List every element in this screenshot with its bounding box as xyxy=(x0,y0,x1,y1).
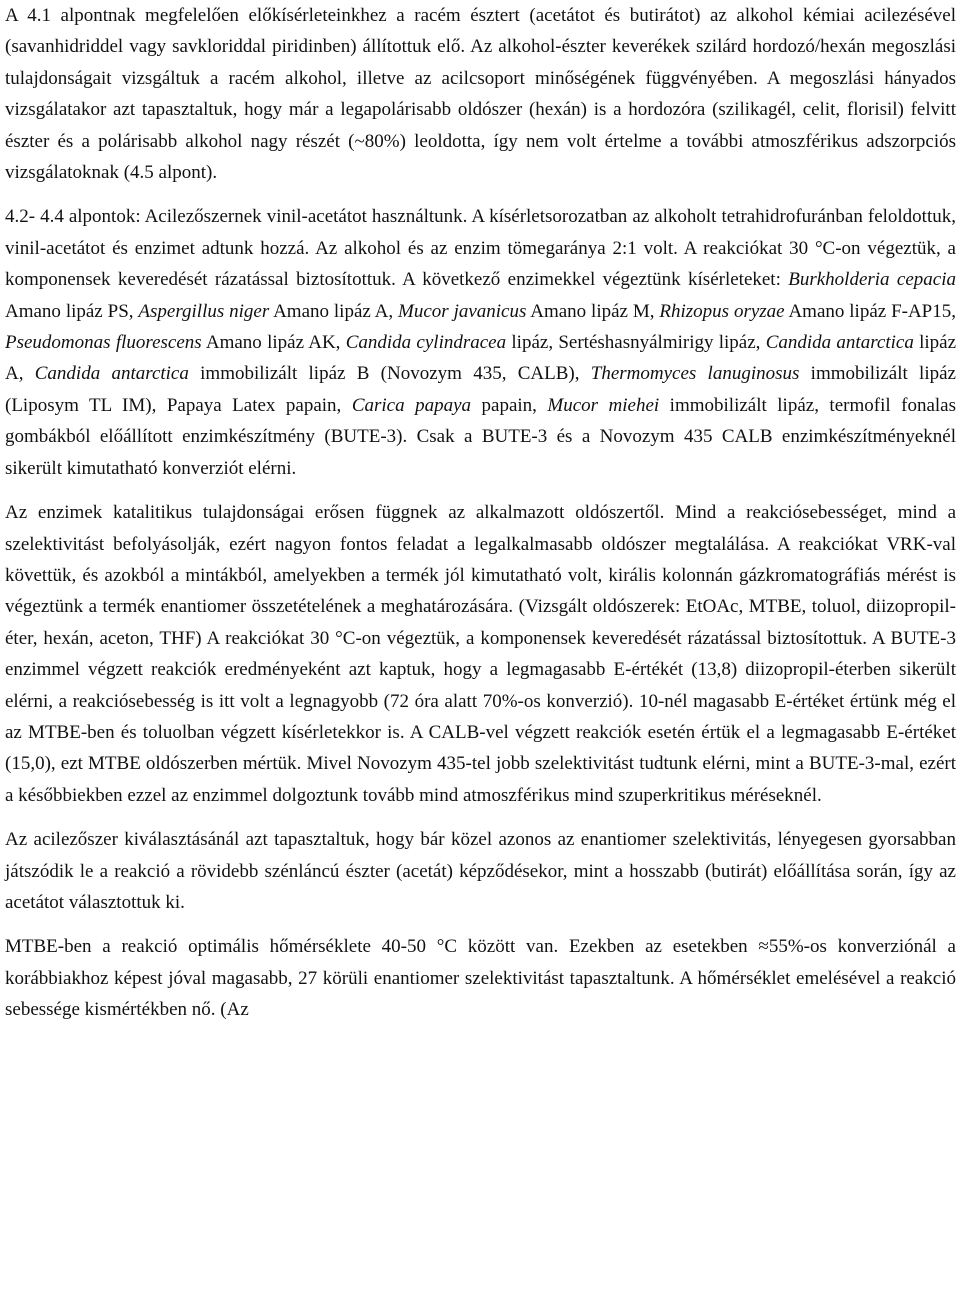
species-name: Pseudomonas fluorescens xyxy=(5,332,202,354)
species-name: Carica papaya xyxy=(351,394,472,416)
paragraph-temperature xyxy=(5,931,956,1025)
text-segment: immobilizált lipáz (Liposym TL IM), Papaya Latex papain, xyxy=(5,363,956,416)
text-segment: immobilizált lipáz, termofil fonalas gombákból előállított enzimkészítmény (BUTE-3). Csak a BUTE-3 és a Novozym 435 CALB enzimkészítményeknél sikerült kimutatható konverziót elérni. xyxy=(5,394,956,479)
species-name: Thermomyces lanuginosus xyxy=(590,363,800,385)
species-name: Burkholderia cepacia xyxy=(788,269,956,291)
text-segment: 4.2- 4.4 alpontok: Acilezőszernek vinil-acetátot használtunk. A kísérletsorozatban az alkoholt tetrahidrofuránban feloldottuk, vinil-acetátot és enzimet adtunk hozzá. Az alkohol és az enzim tömegaránya 2:1 volt. A reakciókat 30 °C-on végeztük, a komponensek keveredését rázatással biztosítottuk. A következő enzimekkel végeztünk kísérleteket: xyxy=(5,206,956,291)
text-segment: Az acilezőszer kiválasztásánál azt tapasztaltuk, hogy bár közel azonos az enantiomer szelektivitás, lényegesen gyorsabban játszódik le a reakció a rövidebb szénláncú észter (acetát) képződésekor, mint a hosszabb (butirát) előállítása során, így az acetátot választottuk ki. xyxy=(5,829,956,913)
paragraph-4-1 xyxy=(5,0,956,188)
text-segment: Amano lipáz AK, xyxy=(201,332,346,354)
paragraph-solvents xyxy=(5,497,956,811)
text-segment: A 4.1 alpontnak megfelelően előkísérleteinkhez a racém észtert (acetátot és butirátot) az alkohol kémiai acilezésével (savanhidriddel vagy savkloriddal piridinben) állítottuk elő. Az alkohol-észter keverékek szilárd hordozó/hexán megoszlási tulajdonságait vizsgáltuk a racém alkohol, illetve az acilcsoport minőségének függvényében. A megoszlási hányados vizsgálatakor azt tapasztaltuk, hogy már a legapolárisabb oldószer (hexán) is a hordozóra (szilikagél, celit, florisil) felvitt észter és a polárisabb alkohol nagy részét (~80%) leoldotta, így nem volt értelme a további atmoszférikus adszorpciós vizsgálatoknak (4.5 alpont). xyxy=(5,5,956,184)
text-segment: Amano lipáz F-AP15, xyxy=(784,300,957,322)
paragraph-acylating-agent xyxy=(5,824,956,918)
species-name: Rhizopus oryzae xyxy=(659,300,785,322)
document-page xyxy=(5,0,956,1026)
text-segment: lipáz A, xyxy=(5,332,957,385)
species-name: Mucor javanicus xyxy=(398,300,527,322)
text-segment: Amano lipáz PS, xyxy=(5,300,139,322)
text-segment: immobilizált lipáz B (Novozym 435, CALB), xyxy=(188,363,591,385)
species-name: Candida antarctica xyxy=(34,363,189,385)
species-name: Aspergillus niger xyxy=(138,300,270,322)
text-segment: lipáz, Sertéshasnyálmirigy lipáz, xyxy=(506,332,766,354)
text-segment: Amano lipáz A, xyxy=(269,300,399,322)
text-segment: MTBE-ben a reakció optimális hőmérséklete 40-50 °C között van. Ezekben az esetekben ≈55%-os konverziónál a korábbiakhoz képest jóval magasabb, 27 körüli enantiomer szelektivitást tapasztaltunk. A hőmérséklet emelésével a reakció sebessége kismértékben nő. (Az xyxy=(5,936,956,1021)
text-segment: Az enzimek katalitikus tulajdonságai erősen függnek az alkalmazott oldószertől. Mind a reakciósebességet, mind a szelektivitást befolyásolják, ezért nagyon fontos feladat a legalkalmasabb oldószer megtalálása. A reakciókat VRK-val követtük, és azokból a mintákból, amelyekben a termék jól kimutatható volt, királis kolonnán gázkromatográfiás mérést is végeztünk a termék enantiomer összetételének a meghatározására. (Vizsgált oldószerek: EtOAc, MTBE, toluol, diizopropil-éter, hexán, aceton, THF) A reakciókat 30 °C-on végeztük, a komponensek keveredését rázatással biztosítottuk. A BUTE-3 enzimmel végzett reakciók eredményeként azt kaptuk, hogy a legmagasabb E-értékét (13,8) diizopropil-éterben sikerült elérni, a reakciósebesség is itt volt a legnagyobb (72 óra alatt 70%-os konverzió). 10-nél magasabb E-értéket értünk még el az MTBE-ben és toluolban végzett kísérletekkor is. A CALB-vel végzett reakciók esetén értük el a legmagasabb E-értéket (15,0), ezt MTBE oldószerben mértük. Mivel Novozym 435-tel jobb szelektivitást tudtunk elérni, mint a BUTE-3-mal, ezért a későbbiekben ezzel az enzimmel dolgoztunk tovább mind atmoszférikus mind szuperkritikus méréseknél. xyxy=(5,502,956,806)
species-name: Candida cylindracea xyxy=(345,332,507,354)
species-name: Mucor miehei xyxy=(547,394,660,416)
text-segment: Amano lipáz M, xyxy=(526,300,660,322)
text-segment: papain, xyxy=(471,394,548,416)
species-name: Candida antarctica xyxy=(765,332,914,354)
paragraph-4-2-4-4 xyxy=(5,201,956,484)
